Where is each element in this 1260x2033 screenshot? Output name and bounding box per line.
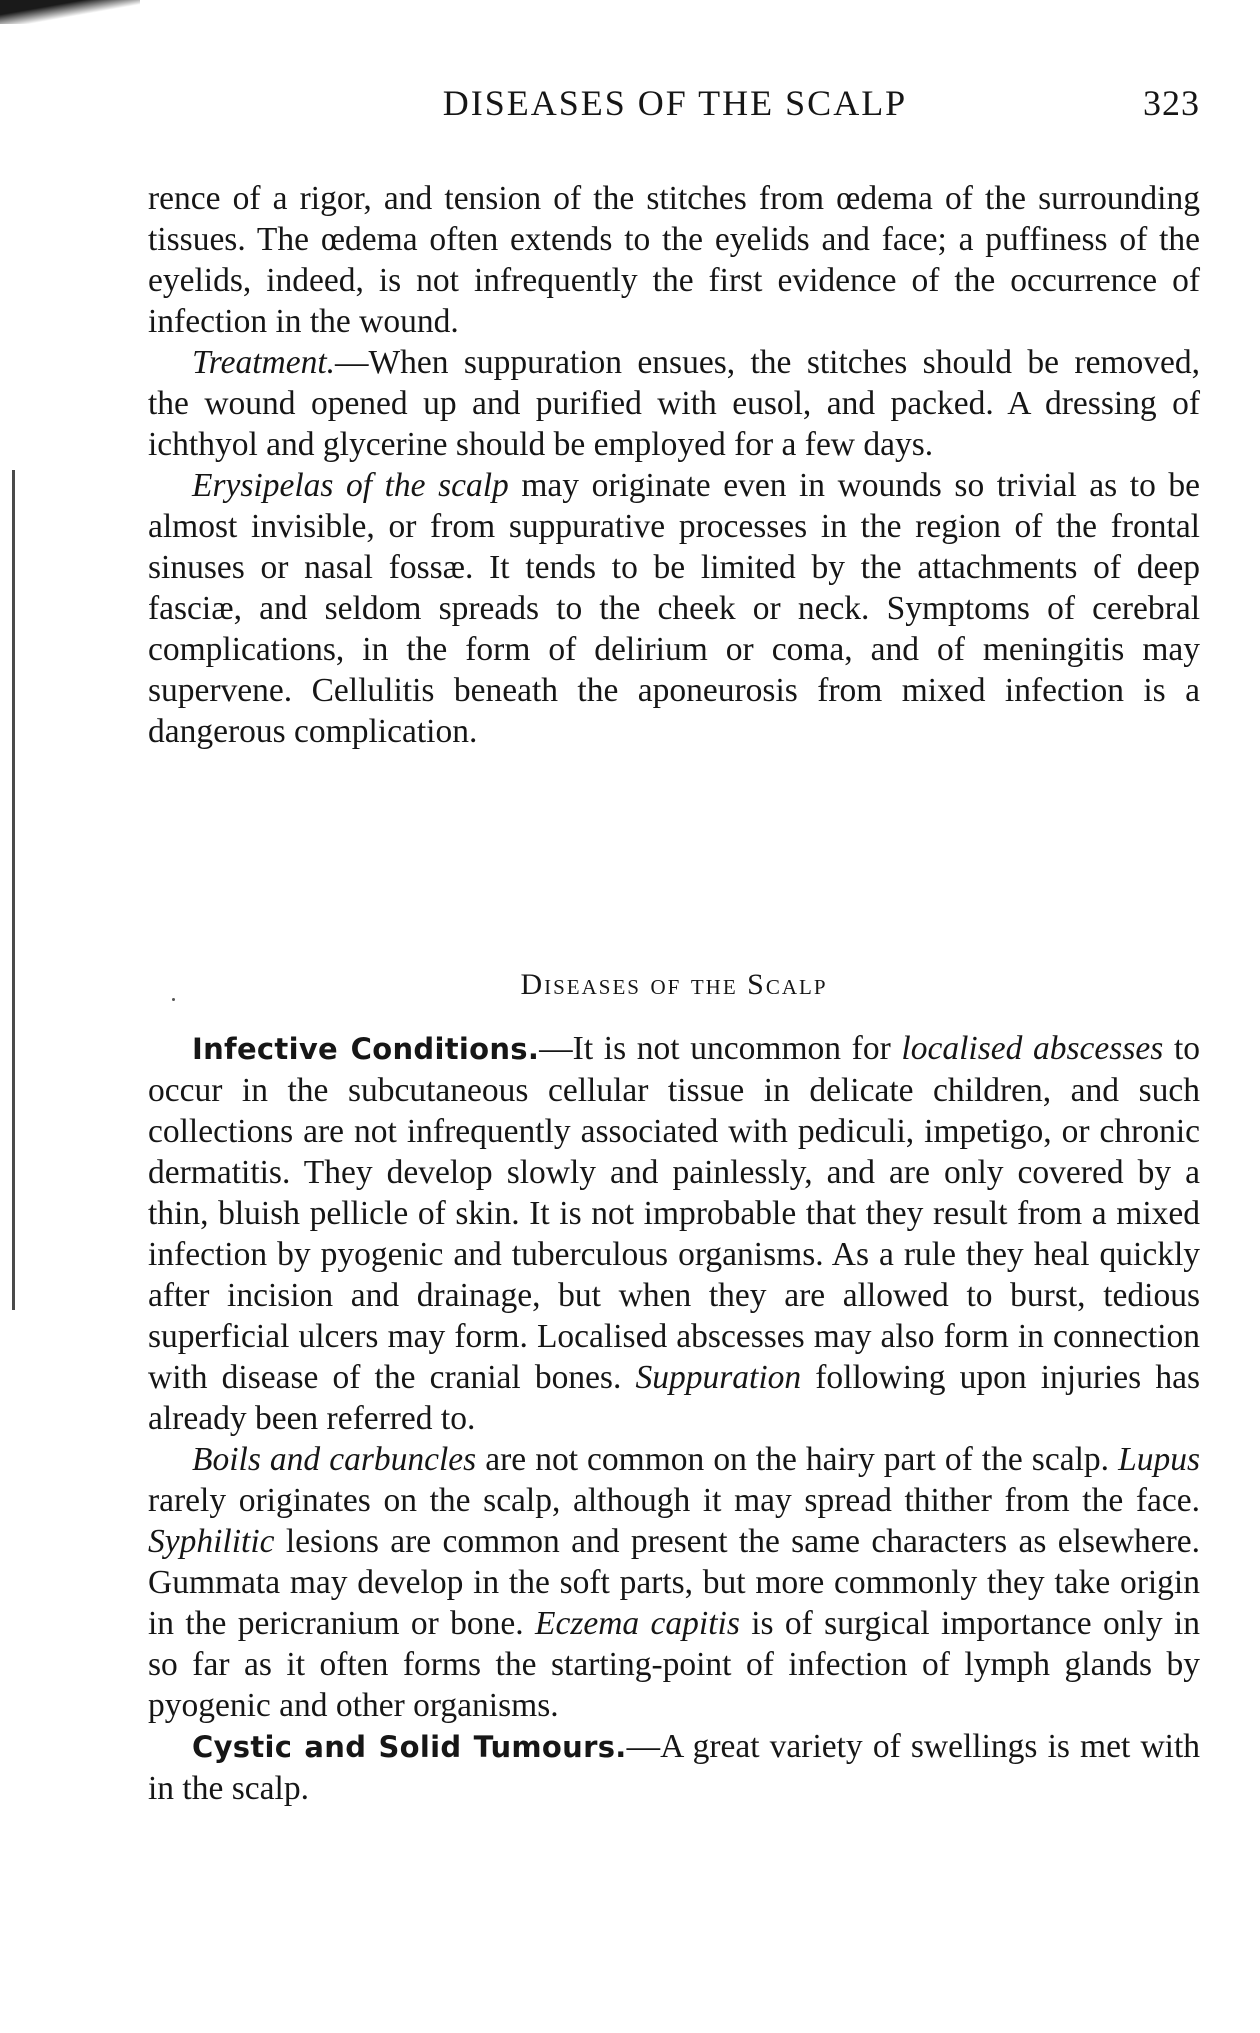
paragraph-text: rence of a rigor, and tension of the stitches from œdema of the surrounding tissues. The œdema often extends to the eyelids and face; a puffiness of the eyelids, indeed, is not infrequently the first evidence of the occurrence of infection in the wound.	[148, 180, 1200, 340]
scan-edge-shadow	[0, 0, 140, 24]
bold-lead: Infective Conditions.	[192, 1032, 540, 1066]
paragraph-text: —A great variety of swellings is met with in the scalp.	[148, 1728, 1200, 1807]
paragraph-text: is of surgical importance only in so far as it often forms the starting-point of infection of lymph glands by pyogenic and other organisms.	[148, 1605, 1200, 1724]
paragraph-text: to occur in the subcutaneous cellular tissue in delicate children, and such collections are not infrequently associated with pediculi, impetigo, or chronic dermatitis. They develop slowly and painlessly, and are only covered by a thin, bluish pellicle of skin. It is not improbable that they result from a mixed infection by pyogenic and tuberculous organisms. As a rule they heal quickly after incision and drainage, but when they are allowed to burst, tedious superficial ulcers may form. Localised abscesses may also form in connection with disease of the cranial bones.	[148, 1030, 1201, 1396]
paragraph-tumours	[148, 1726, 1200, 1809]
paragraph-boils	[148, 1439, 1200, 1726]
paragraph-continuation	[148, 178, 1200, 342]
running-head	[150, 82, 1200, 132]
paragraph-treatment	[148, 342, 1200, 465]
body-text-top	[148, 178, 1200, 752]
italic-lead: Treatment.	[192, 344, 335, 381]
bold-lead: Cystic and Solid Tumours.	[192, 1730, 627, 1764]
italic-term: Lupus	[1118, 1441, 1200, 1478]
italic-lead: Erysipelas of the scalp	[192, 467, 509, 504]
page-number: 323	[1143, 83, 1200, 123]
paragraph-text: may originate even in wounds so trivial as to be almost invisible, or from suppurative processes in the region of the frontal sinuses or nasal fossæ. It tends to be limited by the attachments of deep fasciæ, and seldom spreads to the cheek or neck. Symptoms of cerebral complications, in the form of delirium or coma, and of meningitis may supervene. Cellulitis beneath the aponeurosis from mixed infection is a dangerous complication.	[148, 467, 1201, 750]
paragraph-text: following upon injuries has already been referred to.	[148, 1359, 1200, 1437]
section-heading: Diseases of the Scalp	[520, 968, 828, 1001]
italic-term: Boils and carbuncles	[192, 1441, 477, 1478]
scan-margin-line	[12, 470, 15, 1310]
running-title: DISEASES OF THE SCALP	[442, 83, 908, 123]
body-text-bottom	[148, 1028, 1200, 1809]
italic-term: Syphilitic	[148, 1523, 275, 1560]
paragraph-text: —It is not uncommon for	[539, 1030, 902, 1067]
italic-term: Eczema capitis	[535, 1605, 740, 1642]
italic-term: localised abscesses	[901, 1030, 1164, 1067]
paragraph-infective-conditions	[148, 1028, 1200, 1439]
paragraph-text: lesions are common and present the same characters as elsewhere. Gummata may develop in the soft parts, but more commonly they take origin in the pericranium or bone.	[148, 1523, 1200, 1642]
paragraph-erysipelas	[148, 465, 1200, 752]
paragraph-text: —When suppuration ensues, the stitches should be removed, the wound opened up and purified with eusol, and packed. A dressing of ichthyol and glycerine should be employed for a few days.	[148, 344, 1200, 463]
paragraph-text: are not common on the hairy part of the scalp.	[476, 1441, 1119, 1478]
italic-term: Suppuration	[635, 1359, 802, 1396]
paragraph-text: rarely originates on the scalp, although it may spread thither from the face.	[148, 1482, 1200, 1519]
